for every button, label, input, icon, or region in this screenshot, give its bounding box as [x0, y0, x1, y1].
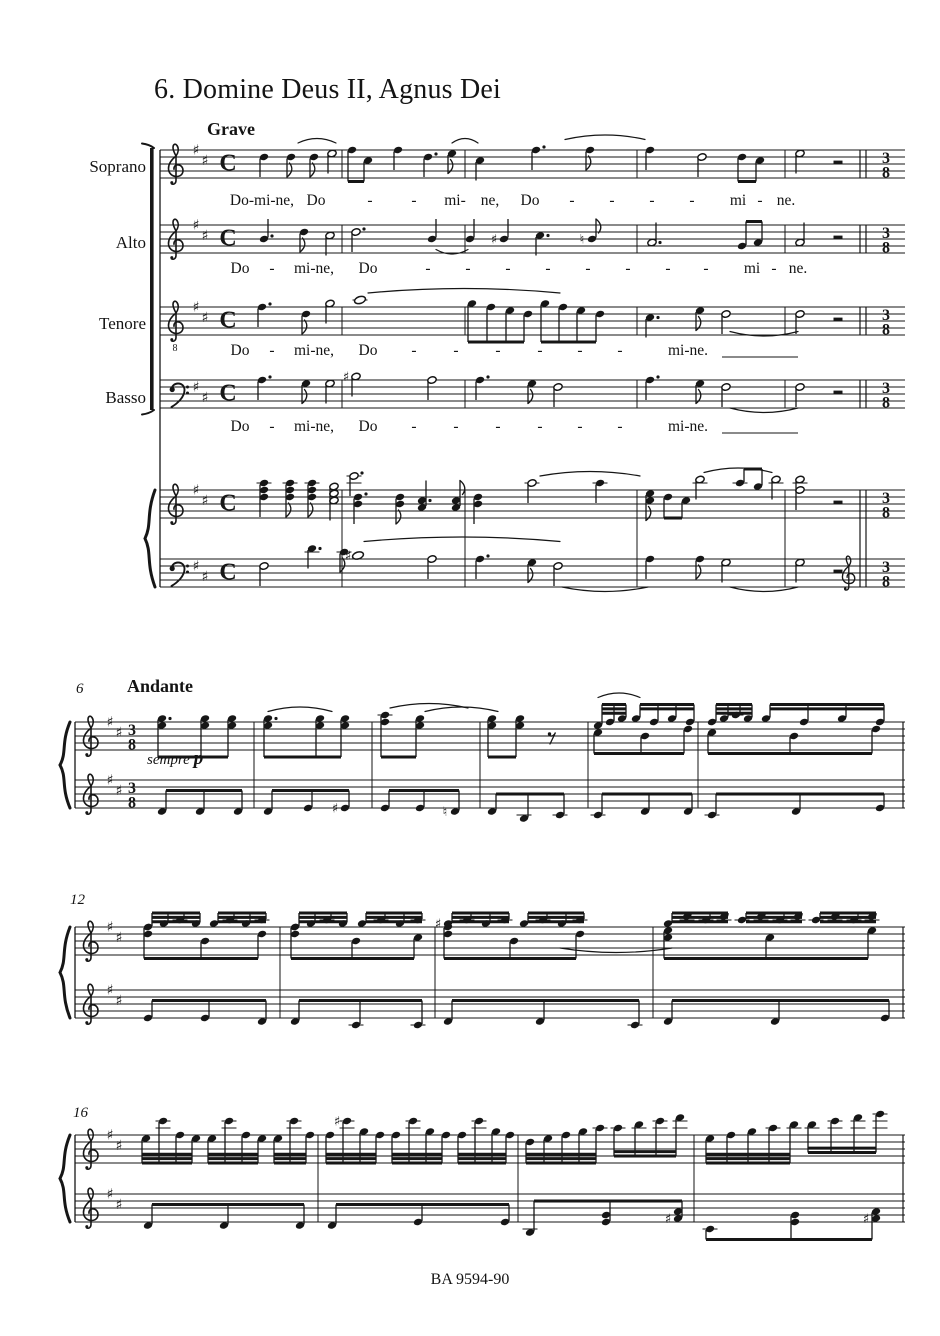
lyric-syllable: - — [411, 192, 417, 209]
svg-text:C: C — [219, 380, 237, 407]
svg-text:♮: ♮ — [579, 232, 585, 248]
lyric-syllable: - — [585, 260, 591, 277]
lyric-syllable: mi-ne, — [293, 342, 335, 359]
lyric-syllable: Do — [358, 260, 378, 277]
svg-text:8: 8 — [882, 321, 890, 339]
measure-number-6: 6 — [76, 681, 84, 697]
svg-text:3: 3 — [882, 490, 890, 507]
lyric-syllable: - — [537, 418, 543, 435]
svg-text:♯: ♯ — [192, 558, 200, 575]
svg-text:♯: ♯ — [862, 1212, 870, 1227]
svg-text:♯: ♯ — [201, 569, 209, 585]
svg-text:♯: ♯ — [106, 919, 114, 936]
dynamic-sempre: sempre — [147, 752, 190, 768]
lyric-syllable: - — [617, 418, 623, 435]
lyric-syllable: Do-mi-ne, — [229, 192, 295, 209]
svg-text:8: 8 — [882, 504, 890, 522]
svg-text:3: 3 — [882, 225, 890, 242]
svg-text:C: C — [219, 490, 237, 517]
lyric-syllable: - — [577, 418, 583, 435]
svg-text:8: 8 — [128, 736, 136, 754]
lyric-syllable: - — [269, 418, 275, 435]
svg-text:♮: ♮ — [442, 805, 448, 820]
svg-text:8: 8 — [128, 794, 136, 812]
lyric-syllable: - — [453, 418, 459, 435]
tempo-marking-andante: Andante — [127, 676, 194, 696]
lyric-syllable: - — [617, 342, 623, 359]
dynamic-p: p — [193, 748, 204, 769]
svg-text:♯: ♯ — [106, 1127, 114, 1144]
lyric-syllable: Do — [230, 260, 250, 277]
piece-title: 6. Domine Deus II, Agnus Dei — [154, 74, 502, 105]
lyric-syllable: - — [269, 342, 275, 359]
measure-number-12: 12 — [70, 892, 85, 908]
lyric-syllable: mi — [743, 260, 761, 277]
svg-text:♯: ♯ — [201, 153, 209, 169]
svg-text:♯: ♯ — [192, 217, 200, 234]
svg-text:♯: ♯ — [115, 783, 123, 799]
svg-text:♯: ♯ — [192, 142, 200, 159]
svg-text:3: 3 — [128, 722, 136, 739]
svg-text:C: C — [219, 225, 237, 252]
svg-text:3: 3 — [882, 307, 890, 324]
lyric-syllable: mi-ne. — [667, 418, 709, 435]
lyric-syllable: - — [771, 260, 777, 277]
svg-text:♯: ♯ — [201, 390, 209, 406]
lyric-syllable: - — [757, 192, 763, 209]
lyric-syllable: mi-ne, — [293, 418, 335, 435]
tempo-marking-grave: Grave — [207, 119, 255, 139]
svg-text:♯: ♯ — [106, 714, 114, 731]
svg-text:C: C — [219, 307, 237, 334]
lyric-syllable: - — [465, 260, 471, 277]
lyric-syllable: - — [269, 260, 275, 277]
lyric-syllable: - — [367, 192, 373, 209]
lyric-syllable: Do — [230, 342, 250, 359]
svg-text:♯: ♯ — [106, 1186, 114, 1203]
lyric-syllable: Do — [358, 418, 378, 435]
svg-text:♯: ♯ — [342, 370, 350, 385]
svg-text:♯: ♯ — [201, 493, 209, 509]
lyric-syllable: - — [609, 192, 615, 209]
svg-text:3: 3 — [882, 559, 890, 576]
lyric-syllable: - — [689, 192, 695, 209]
svg-text:8: 8 — [172, 343, 178, 354]
svg-text:3: 3 — [882, 380, 890, 397]
svg-text:♯: ♯ — [115, 993, 123, 1009]
dynamic-marking — [147, 748, 203, 770]
lyric-syllable: mi — [729, 192, 747, 209]
svg-text:3: 3 — [882, 150, 890, 167]
lyric-syllable: - — [425, 260, 431, 277]
lyric-syllable: - — [625, 260, 631, 277]
svg-text:C: C — [219, 559, 237, 586]
plate-number: BA 9594-90 — [430, 1271, 510, 1288]
lyric-syllable: ne, — [480, 192, 500, 209]
svg-text:♯: ♯ — [490, 232, 498, 248]
lyric-syllable: - — [411, 418, 417, 435]
lyric-syllable: Do — [358, 342, 378, 359]
svg-text:8: 8 — [882, 164, 890, 182]
lyric-syllable: mi- — [444, 192, 466, 209]
lyric-syllable: Do — [520, 192, 540, 209]
lyric-syllable: Do — [230, 418, 250, 435]
lyric-syllable: - — [537, 342, 543, 359]
svg-text:8: 8 — [882, 394, 890, 412]
svg-text:♯: ♯ — [201, 228, 209, 244]
voice-label-soprano: Soprano — [89, 157, 146, 176]
lyric-syllable: mi-ne, — [293, 260, 335, 277]
lyric-syllable: - — [577, 342, 583, 359]
svg-text:♯: ♯ — [434, 917, 442, 932]
lyric-syllable: - — [453, 342, 459, 359]
svg-text:♯: ♯ — [333, 1114, 341, 1130]
svg-text:♯: ♯ — [106, 772, 114, 789]
svg-text:♯: ♯ — [115, 930, 123, 946]
svg-text:♯: ♯ — [664, 1212, 672, 1227]
svg-text:♯: ♯ — [115, 725, 123, 741]
lyric-syllable: - — [703, 260, 709, 277]
svg-text:8: 8 — [882, 239, 890, 257]
voice-label-tenore: Tenore — [99, 314, 146, 333]
lyric-syllable: - — [411, 342, 417, 359]
svg-text:♯: ♯ — [115, 1138, 123, 1154]
svg-text:C: C — [219, 150, 237, 177]
lyric-syllable: - — [545, 260, 551, 277]
lyric-syllable: Do — [306, 192, 326, 209]
svg-text:♯: ♯ — [192, 299, 200, 316]
lyric-syllable: - — [665, 260, 671, 277]
svg-text:8: 8 — [882, 573, 890, 591]
lyric-syllable: - — [505, 260, 511, 277]
svg-text:♯: ♯ — [192, 379, 200, 396]
lyric-syllable: - — [495, 418, 501, 435]
lyric-syllable: mi-ne. — [667, 342, 709, 359]
lyric-syllable: - — [569, 192, 575, 209]
svg-text:♯: ♯ — [115, 1197, 123, 1213]
lyric-syllable: ne. — [788, 260, 808, 277]
svg-text:♯: ♯ — [192, 482, 200, 499]
svg-text:♯: ♯ — [331, 801, 339, 817]
voice-label-alto: Alto — [115, 233, 146, 252]
svg-text:♯: ♯ — [106, 982, 114, 999]
voice-label-basso: Basso — [105, 388, 146, 407]
measure-number-16: 16 — [73, 1105, 88, 1121]
lyric-syllable: ne. — [776, 192, 796, 209]
svg-text:♯: ♯ — [344, 549, 352, 564]
svg-text:3: 3 — [128, 780, 136, 797]
svg-text:♯: ♯ — [201, 310, 209, 326]
lyric-syllable: - — [495, 342, 501, 359]
lyric-syllable: - — [649, 192, 655, 209]
